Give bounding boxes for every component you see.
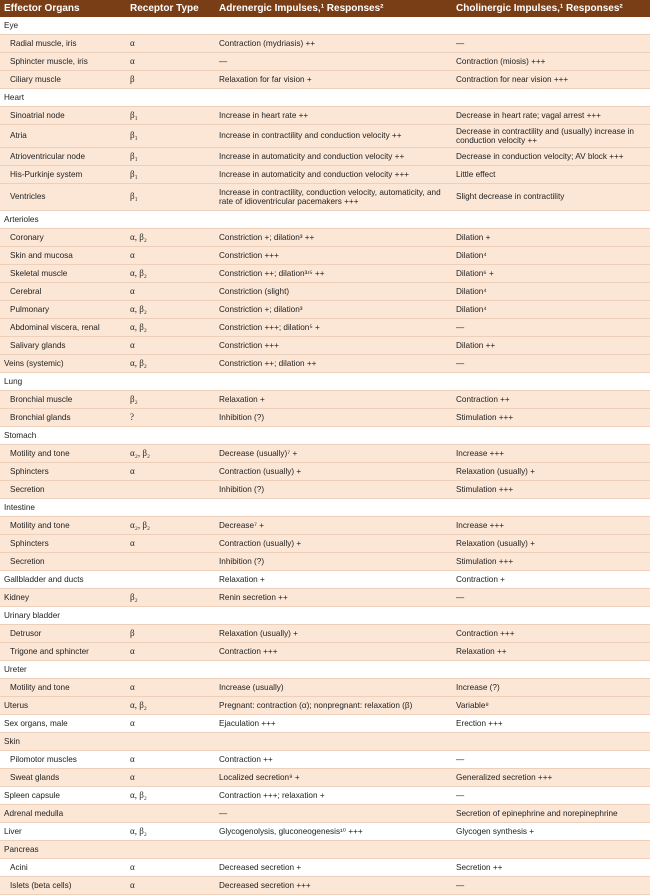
table-row [0,553,650,571]
cholinergic-response-cell: — [452,877,650,895]
adrenergic-response-cell: Constriction +++ [215,337,452,355]
effector-organ-cell: Islets (beta cells) [0,877,126,895]
adrenergic-response-cell: Constriction ++; dilation³ʴ⁵ ++ [215,265,452,283]
table-row [0,715,650,733]
cholinergic-response-cell: — [452,751,650,769]
adrenergic-response-cell: — [215,805,452,823]
table-row [0,625,650,643]
receptor-type-cell: α [126,53,215,71]
adrenergic-response-cell: Inhibition (?) [215,409,452,427]
receptor-type-cell: α, β₂ [126,697,215,715]
effector-organ-cell: Heart [0,89,126,107]
receptor-type-cell: α, β₂ [126,319,215,337]
table-row [0,53,650,71]
receptor-type-cell: α [126,463,215,481]
cholinergic-response-cell [452,661,650,679]
adrenergic-response-cell [215,841,452,859]
cholinergic-response-cell: Variable⁸ [452,697,650,715]
effector-organ-cell: His-Purkinje system [0,166,126,184]
receptor-type-cell: β₂ [126,391,215,409]
receptor-type-cell [126,499,215,517]
adrenergic-response-cell: Increase in heart rate ++ [215,107,452,125]
effector-organ-cell: Skin [0,733,126,751]
effector-organ-cell: Lung [0,373,126,391]
table-row [0,733,650,751]
table-row [0,107,650,125]
effector-organ-cell: Bronchial glands [0,409,126,427]
adrenergic-response-cell: Constriction ++; dilation ++ [215,355,452,373]
effector-organ-cell: Kidney [0,589,126,607]
effector-organ-cell: Sinoatrial node [0,107,126,125]
receptor-type-cell: α [126,877,215,895]
effector-organ-cell: Salivary glands [0,337,126,355]
table-row [0,337,650,355]
cholinergic-response-cell: Decrease in conduction velocity; AV block +++ [452,148,650,166]
receptor-type-cell [126,661,215,679]
receptor-type-cell: α, β₂ [126,823,215,841]
cholinergic-response-cell [452,211,650,229]
cholinergic-response-cell: Dilation ++ [452,337,650,355]
receptor-type-cell: α [126,859,215,877]
adrenergic-response-cell: Decrease⁷ + [215,517,452,535]
header-receptor-type: Receptor Type [130,3,199,14]
cholinergic-response-cell: Relaxation ++ [452,643,650,661]
table-row [0,301,650,319]
table-row [0,184,650,211]
header-adrenergic: Adrenergic Impulses,¹ Responses² [219,3,384,14]
adrenergic-response-cell: Glycogenolysis, gluconeogenesis¹⁰ +++ [215,823,452,841]
effector-organ-cell: Acini [0,859,126,877]
receptor-type-cell: α, β₂ [126,355,215,373]
effector-organ-cell: Abdominal viscera, renal [0,319,126,337]
adrenergic-response-cell: Ejaculation +++ [215,715,452,733]
effector-organ-cell: Ventricles [0,184,126,211]
receptor-type-cell [126,607,215,625]
cholinergic-response-cell: — [452,589,650,607]
receptor-type-cell: α₂, β₂ [126,517,215,535]
table-row [0,391,650,409]
table-row [0,841,650,859]
receptor-type-cell [126,571,215,589]
cholinergic-response-cell: Secretion of epinephrine and norepinephrine [452,805,650,823]
adrenergic-response-cell: Increase in contractility, conduction velocity, automaticity, and rate of idioventricular pacemakers +++ [215,184,452,211]
table-row [0,409,650,427]
table-row [0,877,650,895]
receptor-type-cell [126,427,215,445]
table-row [0,859,650,877]
effector-organ-cell: Radial muscle, iris [0,35,126,53]
receptor-type-cell: β₁ [126,184,215,211]
effector-organ-cell: Ureter [0,661,126,679]
receptor-type-cell: β₁ [126,148,215,166]
adrenergic-response-cell: Contraction (usually) + [215,535,452,553]
adrenergic-response-cell [215,427,452,445]
receptor-type-cell: β₁ [126,125,215,148]
adrenergic-response-cell: Renin secretion ++ [215,589,452,607]
table-row [0,787,650,805]
cholinergic-response-cell [452,499,650,517]
effector-organ-cell: Motility and tone [0,679,126,697]
table-row [0,751,650,769]
table-row [0,283,650,301]
cholinergic-response-cell [452,373,650,391]
adrenergic-response-cell: Increase (usually) [215,679,452,697]
receptor-type-cell: α, β₂ [126,229,215,247]
table-row [0,823,650,841]
effector-organ-cell: Intestine [0,499,126,517]
table-row [0,17,650,35]
effector-organ-cell: Skin and mucosa [0,247,126,265]
cholinergic-response-cell: Little effect [452,166,650,184]
cholinergic-response-cell: Secretion ++ [452,859,650,877]
table-row [0,445,650,463]
effector-organ-cell: Atria [0,125,126,148]
adrenergic-response-cell [215,661,452,679]
adrenergic-response-cell: Constriction +++ [215,247,452,265]
receptor-type-cell: α [126,283,215,301]
table-row [0,805,650,823]
receptor-type-cell [126,553,215,571]
adrenergic-response-cell: Contraction ++ [215,751,452,769]
effector-organ-cell: Liver [0,823,126,841]
cholinergic-response-cell [452,841,650,859]
table-row [0,769,650,787]
adrenergic-response-cell: Constriction +; dilation³ [215,301,452,319]
adrenergic-response-cell: Constriction (slight) [215,283,452,301]
adrenergic-response-cell: Increase in contractility and conduction velocity ++ [215,125,452,148]
adrenergic-response-cell: Decreased secretion +++ [215,877,452,895]
header-cholinergic: Cholinergic Impulses,¹ Responses² [456,3,623,14]
receptor-type-cell [126,805,215,823]
adrenergic-response-cell: Localized secretion⁹ + [215,769,452,787]
cholinergic-response-cell: Contraction for near vision +++ [452,71,650,89]
receptor-type-cell: α, β₂ [126,787,215,805]
cholinergic-response-cell: — [452,355,650,373]
cholinergic-response-cell: — [452,35,650,53]
cholinergic-response-cell: Dilation⁶ + [452,265,650,283]
effector-organ-cell: Arterioles [0,211,126,229]
receptor-type-cell: α [126,751,215,769]
adrenergic-response-cell: Contraction +++ [215,643,452,661]
cholinergic-response-cell [452,607,650,625]
receptor-type-cell: α [126,337,215,355]
table-row [0,148,650,166]
cholinergic-response-cell [452,17,650,35]
adrenergic-response-cell: Contraction (mydriasis) ++ [215,35,452,53]
effector-organ-cell: Trigone and sphincter [0,643,126,661]
adrenergic-response-cell: Decreased secretion + [215,859,452,877]
adrenergic-response-cell: Decrease (usually)⁷ + [215,445,452,463]
receptor-type-cell: ? [126,409,215,427]
effector-organ-cell: Cerebral [0,283,126,301]
receptor-type-cell [126,17,215,35]
receptor-type-cell: β [126,71,215,89]
receptor-type-cell [126,373,215,391]
receptor-type-cell: β₂ [126,589,215,607]
adrenergic-response-cell [215,373,452,391]
receptor-type-cell: α [126,715,215,733]
table-row [0,589,650,607]
cholinergic-response-cell: Increase (?) [452,679,650,697]
receptor-type-cell [126,211,215,229]
cholinergic-response-cell: — [452,787,650,805]
table-row [0,661,650,679]
effector-organ-cell: Adrenal medulla [0,805,126,823]
cholinergic-response-cell: Increase +++ [452,445,650,463]
receptor-type-cell: α [126,535,215,553]
effector-organ-cell: Secretion [0,481,126,499]
adrenergic-response-cell [215,89,452,107]
cholinergic-response-cell [452,427,650,445]
cholinergic-response-cell: — [452,319,650,337]
effector-organ-cell: Motility and tone [0,517,126,535]
table-row [0,481,650,499]
effector-organ-cell: Pilomotor muscles [0,751,126,769]
cholinergic-response-cell: Decrease in heart rate; vagal arrest +++ [452,107,650,125]
cholinergic-response-cell: Slight decrease in contractility [452,184,650,211]
receptor-type-cell [126,89,215,107]
table-row [0,125,650,148]
receptor-type-cell: β₁ [126,166,215,184]
adrenergic-response-cell: Constriction +++; dilation⁵ + [215,319,452,337]
table-row [0,265,650,283]
adrenergic-response-cell: Increase in automaticity and conduction velocity +++ [215,166,452,184]
effector-organ-cell: Spleen capsule [0,787,126,805]
cholinergic-response-cell: Stimulation +++ [452,481,650,499]
receptor-type-cell: α [126,35,215,53]
receptor-type-cell: β₁ [126,107,215,125]
cholinergic-response-cell: Contraction ++ [452,391,650,409]
effector-organ-cell: Eye [0,17,126,35]
adrenergic-response-cell: Relaxation (usually) + [215,625,452,643]
table-row [0,71,650,89]
table-row [0,463,650,481]
effector-organ-cell: Sphincters [0,463,126,481]
receptor-type-cell: α [126,769,215,787]
table-row [0,571,650,589]
effector-organ-cell: Motility and tone [0,445,126,463]
table-row [0,373,650,391]
effector-organ-cell: Gallbladder and ducts [0,571,126,589]
cholinergic-response-cell: Contraction (miosis) +++ [452,53,650,71]
effector-organ-cell: Sex organs, male [0,715,126,733]
effector-organ-cell: Detrusor [0,625,126,643]
cholinergic-response-cell [452,89,650,107]
effector-organ-cell: Uterus [0,697,126,715]
receptor-type-cell: α [126,247,215,265]
table-row [0,211,650,229]
effector-organ-cell: Veins (systemic) [0,355,126,373]
cholinergic-response-cell: Decrease in contractility and (usually) increase in conduction velocity ++ [452,125,650,148]
cholinergic-response-cell: Stimulation +++ [452,409,650,427]
cholinergic-response-cell: Erection +++ [452,715,650,733]
table-row [0,607,650,625]
effector-organ-cell: Sphincter muscle, iris [0,53,126,71]
effector-organ-cell: Coronary [0,229,126,247]
table-row [0,355,650,373]
header-effector-organs: Effector Organs [4,3,80,14]
receptor-type-cell: α, β₂ [126,301,215,319]
adrenergic-response-cell [215,17,452,35]
adrenergic-response-cell: Pregnant: contraction (α); nonpregnant: relaxation (β) [215,697,452,715]
effector-organ-cell: Sphincters [0,535,126,553]
adrenergic-response-cell: Contraction +++; relaxation + [215,787,452,805]
cholinergic-response-cell: Stimulation +++ [452,553,650,571]
cholinergic-response-cell [452,733,650,751]
table-row [0,517,650,535]
receptor-type-cell: α, β₂ [126,265,215,283]
effector-organ-cell: Sweat glands [0,769,126,787]
table-row [0,535,650,553]
table-row [0,643,650,661]
adrenergic-response-cell: Inhibition (?) [215,553,452,571]
adrenergic-response-cell [215,607,452,625]
effector-organ-cell: Pulmonary [0,301,126,319]
effector-organ-cell: Ciliary muscle [0,71,126,89]
adrenergic-response-cell: — [215,53,452,71]
receptor-type-cell: α [126,679,215,697]
adrenergic-response-cell: Relaxation + [215,571,452,589]
effector-organ-cell: Bronchial muscle [0,391,126,409]
receptor-type-cell: α [126,643,215,661]
table-body [0,17,650,895]
adrenergic-response-cell: Relaxation + [215,391,452,409]
cholinergic-response-cell: Dilation⁴ [452,283,650,301]
effector-organ-cell: Secretion [0,553,126,571]
cholinergic-response-cell: Contraction + [452,571,650,589]
receptor-type-cell [126,733,215,751]
effector-organ-cell: Skeletal muscle [0,265,126,283]
cholinergic-response-cell: Increase +++ [452,517,650,535]
table-row [0,697,650,715]
effector-organ-cell: Stomach [0,427,126,445]
table-header [0,0,650,17]
cholinergic-response-cell: Generalized secretion +++ [452,769,650,787]
receptor-type-cell [126,481,215,499]
table-row [0,247,650,265]
table-row [0,229,650,247]
receptor-type-cell [126,841,215,859]
table-row [0,679,650,697]
adrenergic-response-cell: Relaxation for far vision + [215,71,452,89]
cholinergic-response-cell: Relaxation (usually) + [452,463,650,481]
cholinergic-response-cell: Relaxation (usually) + [452,535,650,553]
cholinergic-response-cell: Contraction +++ [452,625,650,643]
adrenergic-response-cell [215,733,452,751]
table-row [0,89,650,107]
adrenergic-response-cell: Constriction +; dilation³ ++ [215,229,452,247]
effector-organ-cell: Pancreas [0,841,126,859]
receptor-type-cell: α₂, β₂ [126,445,215,463]
adrenergic-response-cell: Contraction (usually) + [215,463,452,481]
table-row [0,319,650,337]
table-row [0,499,650,517]
adrenergic-response-cell [215,211,452,229]
cholinergic-response-cell: Dilation⁴ [452,247,650,265]
table-row [0,35,650,53]
cholinergic-response-cell: Dilation⁴ [452,301,650,319]
receptor-type-cell: β [126,625,215,643]
adrenergic-response-cell: Increase in automaticity and conduction velocity ++ [215,148,452,166]
effector-organ-cell: Urinary bladder [0,607,126,625]
effector-organ-cell: Atrioventricular node [0,148,126,166]
table-row [0,427,650,445]
adrenergic-response-cell [215,499,452,517]
table-row [0,166,650,184]
cholinergic-response-cell: Dilation + [452,229,650,247]
adrenergic-response-cell: Inhibition (?) [215,481,452,499]
cholinergic-response-cell: Glycogen synthesis + [452,823,650,841]
